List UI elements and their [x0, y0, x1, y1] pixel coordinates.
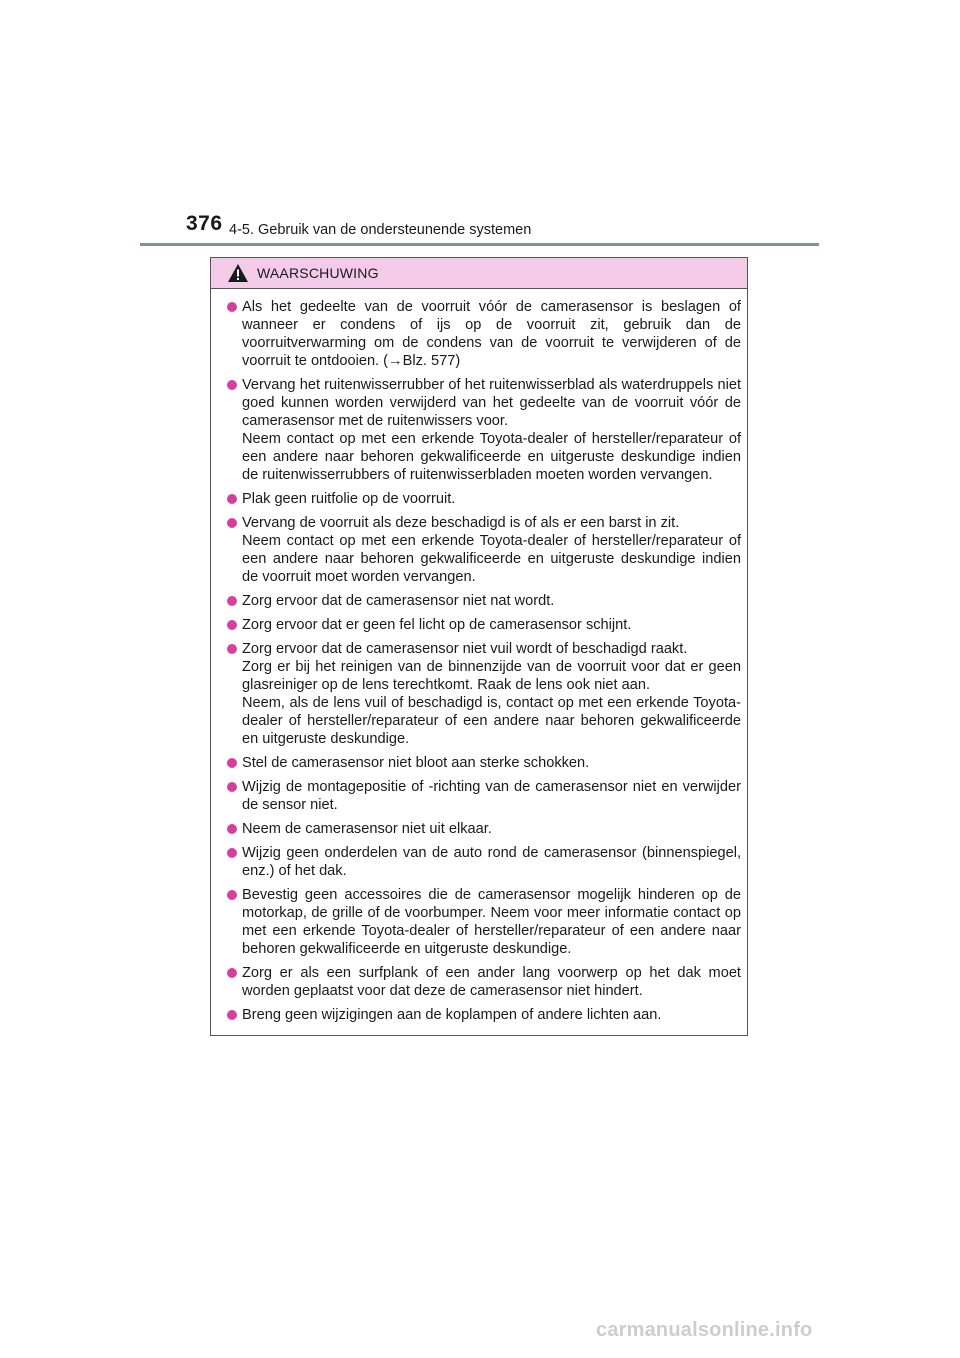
warning-box: [210, 257, 748, 1036]
watermark: carmanualsonline.info: [596, 1319, 813, 1341]
warning-item: [227, 592, 741, 610]
warning-item: [227, 886, 741, 958]
warning-item: [227, 298, 741, 370]
bullet-icon: [227, 494, 237, 504]
warning-paragraph: Zorg ervoor dat er geen fel licht op de camerasensor schijnt.: [242, 617, 632, 633]
warning-paragraph: Zorg er als een surfplank of een ander lang voorwerp op het dak moet worden geplaatst voor dat deze de camerasensor niet hindert.: [242, 965, 741, 999]
warning-paragraph: Neem, als de lens vuil of beschadigd is, contact op met een erkende Toyota-dealer of hersteller/reparateur of een andere naar behoren gekwalificeerde en uitgeruste deskundige.: [242, 695, 741, 747]
warning-item: [227, 778, 741, 814]
warning-paragraph: Zorg ervoor dat de camerasensor niet nat wordt.: [242, 593, 555, 609]
warning-paragraph: Als het gedeelte van de voorruit vóór de camerasensor is beslagen of wanneer er condens of ijs op de voorruit zit, gebruik dan de voorruitverwarming om de condens van de voorruit te verwijderen of de voorruit te ontdooien. (→Blz. 577): [242, 299, 741, 369]
warning-paragraph: Plak geen ruitfolie op de voorruit.: [242, 491, 456, 507]
warning-paragraph: Neem contact op met een erkende Toyota-dealer of hersteller/reparateur of een andere naar behoren gekwalificeerde en uitgeruste deskundige indien de ruitenwisserrubbers of ruitenwisserbladen moeten worden vervangen.: [242, 431, 741, 483]
bullet-icon: [227, 782, 237, 792]
warning-list: [211, 289, 747, 1024]
warning-item: [227, 616, 741, 634]
page-number: 376: [186, 212, 223, 235]
warning-item: [227, 964, 741, 1000]
warning-title: WAARSCHUWING: [257, 265, 379, 281]
warning-item: [227, 514, 741, 586]
bullet-icon: [227, 848, 237, 858]
bullet-icon: [227, 1010, 237, 1020]
warning-item: [227, 490, 741, 508]
warning-item: [227, 376, 741, 484]
warning-triangle-icon: [227, 263, 249, 283]
warning-item: [227, 754, 741, 772]
bullet-icon: [227, 620, 237, 630]
warning-item: [227, 640, 741, 748]
warning-paragraph: Stel de camerasensor niet bloot aan sterke schokken.: [242, 755, 590, 771]
warning-item: [227, 820, 741, 838]
warning-item: [227, 1006, 741, 1024]
warning-paragraph: Wijzig geen onderdelen van de auto rond de camerasensor (binnenspiegel, enz.) of het dak.: [242, 845, 741, 879]
warning-paragraph: Neem de camerasensor niet uit elkaar.: [242, 821, 492, 837]
warning-item: [227, 844, 741, 880]
bullet-icon: [227, 518, 237, 528]
warning-paragraph: Wijzig de montagepositie of -richting van de camerasensor niet en verwijder de sensor niet.: [242, 779, 741, 813]
warning-paragraph: Zorg er bij het reinigen van de binnenzijde van de voorruit voor dat er geen glasreiniger op de lens terechtkomt. Raak de lens ook niet aan.: [242, 659, 741, 693]
bullet-icon: [227, 968, 237, 978]
bullet-icon: [227, 596, 237, 606]
warning-paragraph: Vervang de voorruit als deze beschadigd is of als er een barst in zit.: [242, 515, 680, 531]
bullet-icon: [227, 380, 237, 390]
warning-paragraph: Neem contact op met een erkende Toyota-dealer of hersteller/reparateur of een andere naar behoren gekwalificeerde en uitgeruste deskundige indien de voorruit moet worden vervangen.: [242, 533, 741, 585]
bullet-icon: [227, 302, 237, 312]
warning-paragraph: Zorg ervoor dat de camerasensor niet vuil wordt of beschadigd raakt.: [242, 641, 688, 657]
bullet-icon: [227, 644, 237, 654]
warning-header: [211, 258, 747, 289]
section-title: 4-5. Gebruik van de ondersteunende systemen: [229, 222, 532, 238]
warning-paragraph: Bevestig geen accessoires die de camerasensor mogelijk hinderen op de motorkap, de grille of de voorbumper. Neem voor meer informatie contact op met een erkende Toyota-dealer of hersteller/reparateur of een andere naar behoren gekwalificeerde en uitgeruste deskundige.: [242, 887, 741, 957]
warning-paragraph: Breng geen wijzigingen aan de koplampen of andere lichten aan.: [242, 1007, 662, 1023]
bullet-icon: [227, 890, 237, 900]
header-rule: [140, 243, 819, 246]
bullet-icon: [227, 824, 237, 834]
bullet-icon: [227, 758, 237, 768]
warning-paragraph: Vervang het ruitenwisserrubber of het ruitenwisserblad als waterdruppels niet goed kunnen worden verwijderd van het gedeelte van de voorruit vóór de camerasensor met de ruitenwissers voor.: [242, 377, 741, 429]
